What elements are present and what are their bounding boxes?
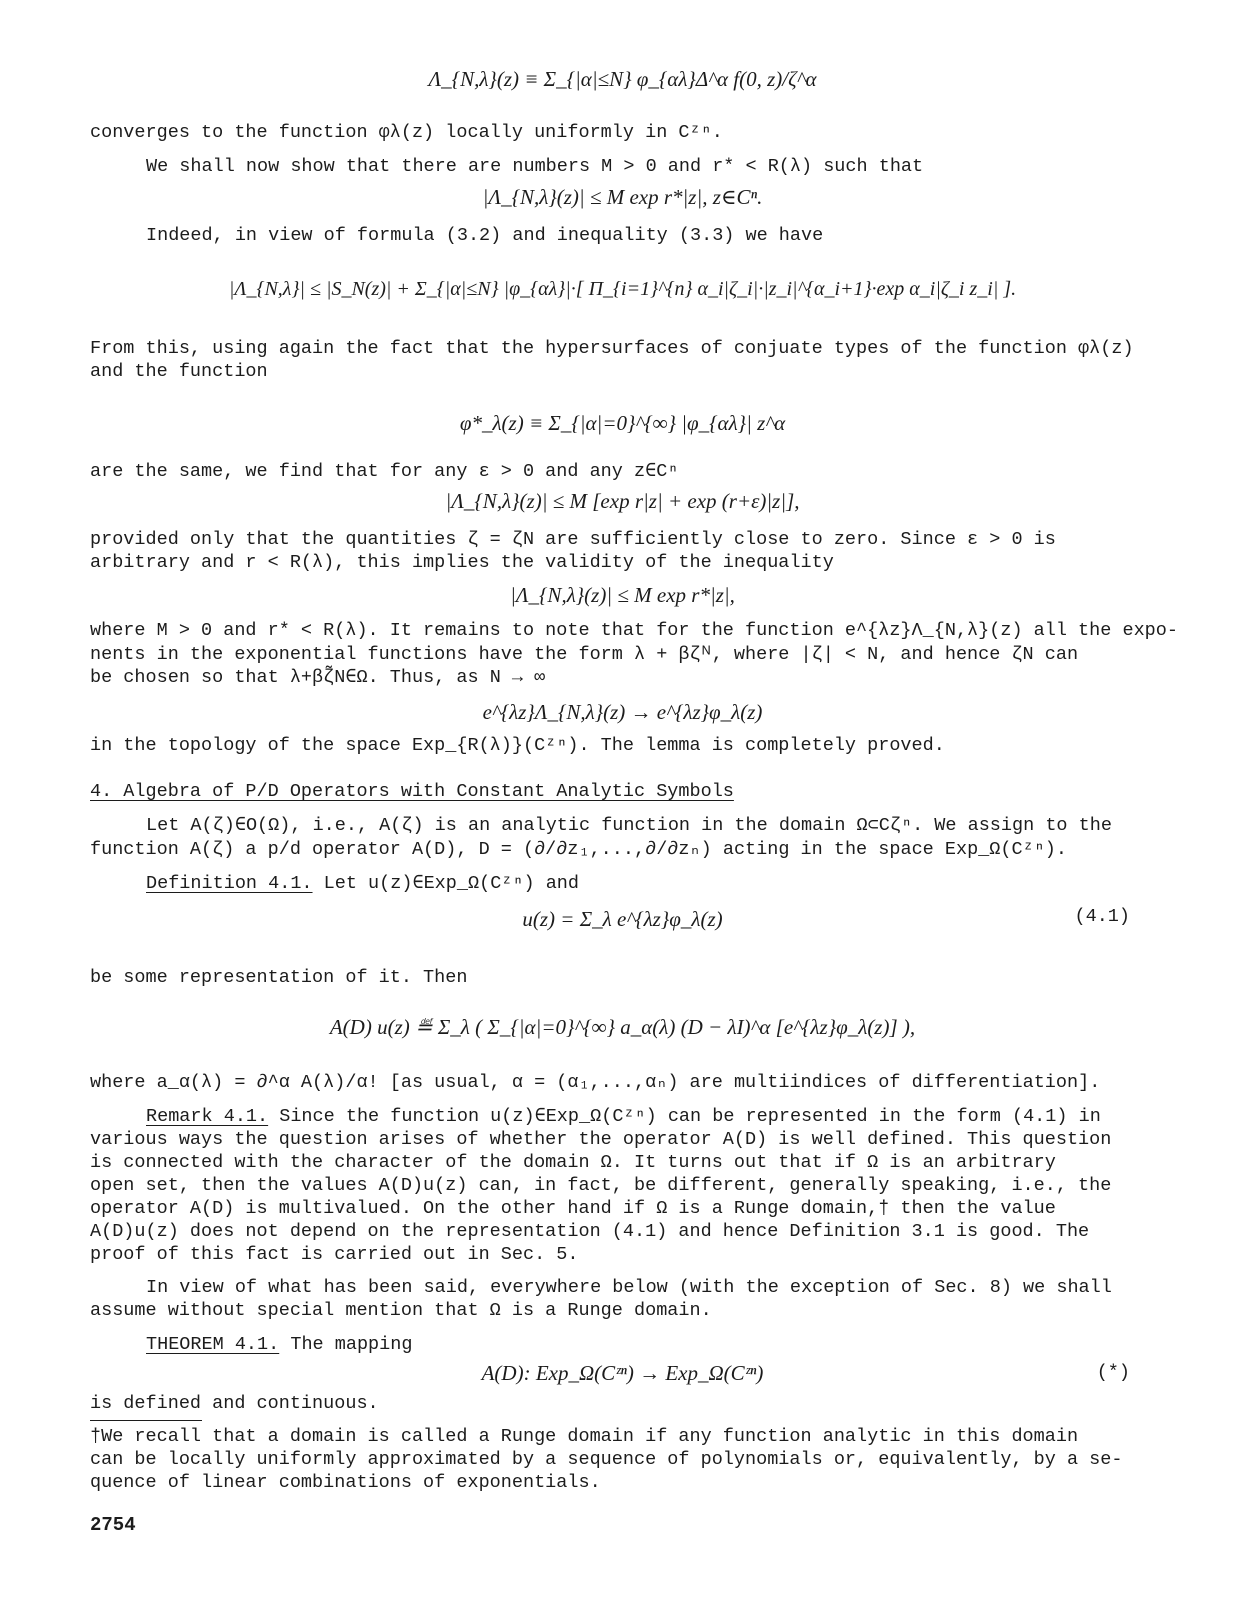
paragraph-line: Indeed, in view of formula (3.2) and inequality (3.3) we have [146,225,824,246]
equation-mapping: A(D): Exp_Ω(Cᶻⁿ) → Exp_Ω(Cᶻⁿ) [481,1361,764,1385]
paragraph-line: be some representation of it. Then [90,967,468,988]
paragraph-line: where a_α(λ) = ∂^α A(λ)/α! [as usual, α = (α₁,...,αₙ) are multiindices of differentiation]. [90,1072,1101,1093]
paragraph-line: nents in the exponential functions have the form λ + βζᴺ, where |ζ| < N, and hence ζN can [90,644,1079,665]
equation-number-4-1: (4.1) [1074,906,1130,927]
paragraph-line: open set, then the values A(D)u(z) can, in fact, be different, generally speaking, i.e., the [90,1175,1112,1196]
paragraph-line: assume without special mention that Ω is a Runge domain. [90,1300,712,1321]
equation-number-star: (*) [1096,1362,1130,1383]
paragraph-line: converges to the function φλ(z) locally uniformly in Cᶻⁿ. [90,122,723,143]
paragraph-line: where M > 0 and r* < R(λ). It remains to note that for the function e^{λz}Λ_{N,λ}(z) all the expo- [90,620,1178,641]
paragraph-line: and the function [90,361,268,382]
footnote-rule [90,1420,202,1421]
paragraph-line: From this, using again the fact that the hypersurfaces of conjuate types of the function φλ(z) [90,338,1134,359]
equation-convergence: e^{λz}Λ_{N,λ}(z) → e^{λz}φ_λ(z) [482,700,763,724]
remark-label: Remark 4.1. [146,1106,269,1127]
theorem-line [146,1333,1206,1357]
footnote-line: can be locally uniformly approximated by a sequence of polynomials or, equivalently, by a se- [90,1449,1123,1470]
paragraph-line: are the same, we find that for any ε > 0 and any z∈Cⁿ [90,461,679,482]
equation-u-body: u(z) = Σ_λ e^{λz}φ_λ(z) [522,907,723,931]
paragraph-line: is defined and continuous. [90,1393,379,1414]
paragraph-line: operator A(D) is multivalued. On the other hand if Ω is a Runge domain,† then the value [90,1198,1056,1219]
equation-u-representation [0,904,1245,934]
equation-lambda-definition: Λ_{N,λ}(z) ≡ Σ_{|α|≤N} φ_{αλ}Δ^α f(0, z)/ζ^α [428,67,817,91]
page-number: 2754 [90,1514,136,1536]
paragraph-line: be chosen so that λ+βζ̃N∈Ω. Thus, as N → ∞ [90,667,546,688]
footnote-line: quence of linear combinations of exponentials. [90,1472,601,1493]
paragraph-line: We shall now show that there are numbers M > 0 and r* < R(λ) such that [146,156,924,177]
paragraph-line: provided only that the quantities ζ = ζN are sufficiently close to zero. Since ε > 0 is [90,529,1056,550]
equation-inequality: |Λ_{N,λ}| ≤ |S_N(z)| + Σ_{|α|≤N} |φ_{αλ}|·[ Π_{i=1}^{n} α_i|ζ_i|·|z_i|^{α_i+1}·exp α_i|ζ_i z_i| ]. [228,278,1017,300]
paragraph-line: proof of this fact is carried out in Sec. 5. [90,1244,579,1265]
paragraph-line: Let A(ζ)∈O(Ω), i.e., A(ζ) is an analytic function in the domain Ω⊂Cζⁿ. We assign to the [146,815,1112,836]
equation-operator-definition: A(D) u(z) ≝ Σ_λ ( Σ_{|α|=0}^{∞} a_α(λ) (D − λI)^α [e^{λz}φ_λ(z)] ), [329,1015,916,1039]
definition-line [146,872,1206,896]
footnote-line: †We recall that a domain is called a Runge domain if any function analytic in this domain [90,1426,1079,1447]
definition-text: Let u(z)∈Exp_Ω(Cᶻⁿ) and [312,873,580,894]
theorem-label: THEOREM 4.1. [146,1334,280,1355]
paragraph-line: various ways the question arises of whether the operator A(D) is well defined. This question [90,1129,1112,1150]
theorem-text: The mapping [279,1334,413,1355]
equation-bound-1: |Λ_{N,λ}(z)| ≤ M exp r*|z|, z∈Cⁿ. [482,185,763,209]
paragraph-line: arbitrary and r < R(λ), this implies the validity of the inequality [90,552,834,573]
paragraph-line: In view of what has been said, everywhere below (with the exception of Sec. 8) we shall [146,1277,1112,1298]
paragraph-line: A(D)u(z) does not depend on the representation (4.1) and hence Definition 3.1 is good. The [90,1221,1090,1242]
section-heading: 4. Algebra of P/D Operators with Constant Analytic Symbols [90,781,734,802]
paragraph-line: function A(ζ) a p/d operator A(D), D = (∂/∂z₁,...,∂/∂zₙ) acting in the space Exp_Ω(Cᶻⁿ). [90,839,1067,860]
paragraph-line: in the topology of the space Exp_{R(λ)}(Cᶻⁿ). The lemma is completely proved. [90,735,945,756]
equation-phi-star: φ*_λ(z) ≡ Σ_{|α|=0}^{∞} |φ_{αλ}| z^α [459,411,786,435]
equation-bound-2: |Λ_{N,λ}(z)| ≤ M [exp r|z| + exp (r+ε)|z|], [445,489,800,513]
remark-text: Since the function u(z)∈Exp_Ω(Cᶻⁿ) can be represented in the form (4.1) in [268,1106,1101,1127]
paragraph-line: is connected with the character of the domain Ω. It turns out that if Ω is an arbitrary [90,1152,1056,1173]
remark-line [146,1105,1206,1129]
definition-label: Definition 4.1. [146,873,313,894]
equation-bound-3: |Λ_{N,λ}(z)| ≤ M exp r*|z|, [510,583,735,607]
